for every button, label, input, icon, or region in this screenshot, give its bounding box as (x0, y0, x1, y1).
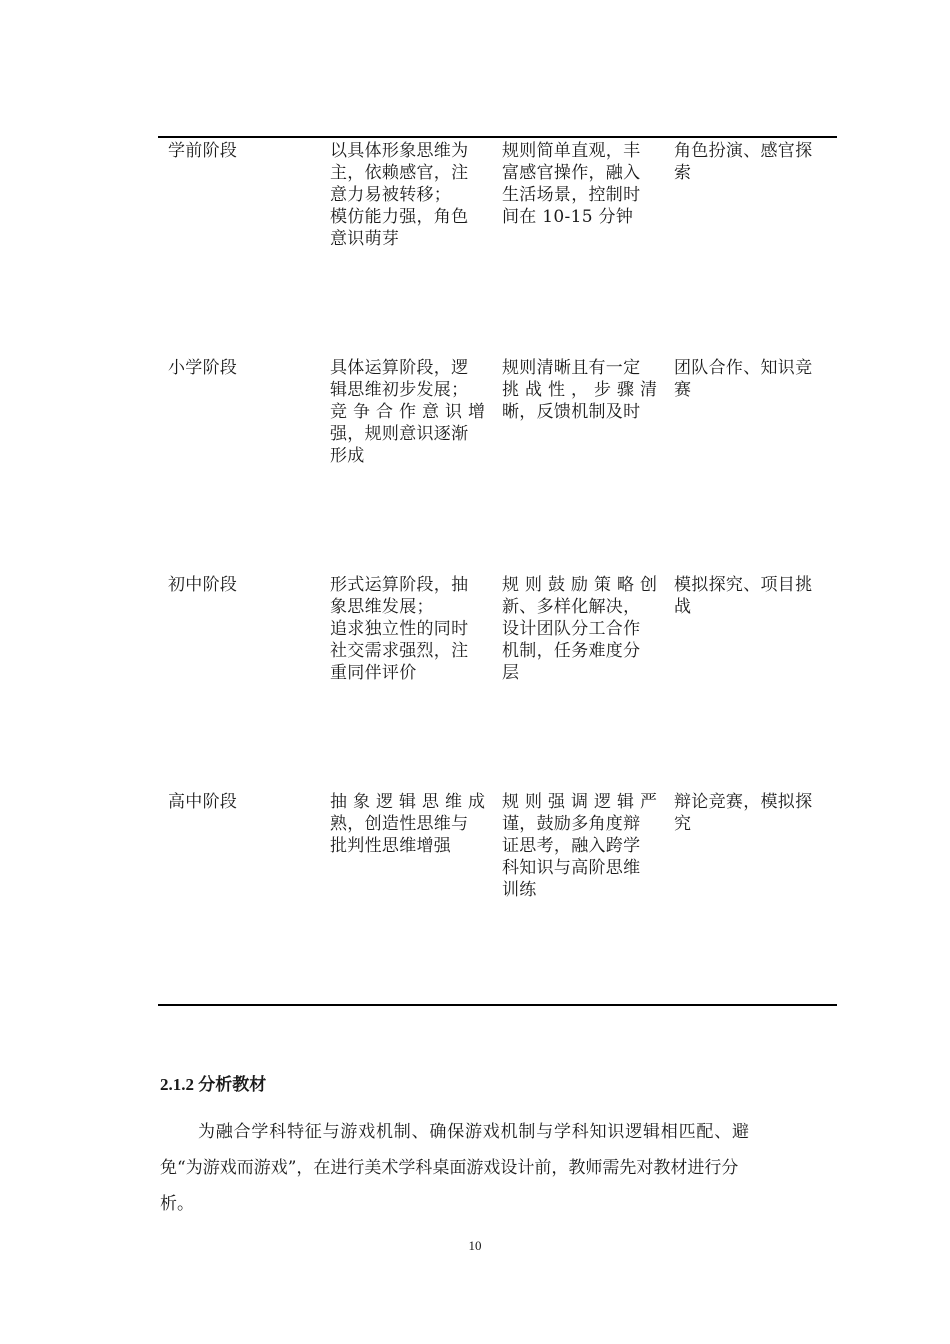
paragraph-line: 免“为游戏而游戏”，在进行美术学科桌面游戏设计前，教师需先对教材进行分 (160, 1158, 739, 1178)
cell-line: 社交需求强烈，注 (330, 641, 469, 661)
cell-line: 赛 (674, 380, 692, 400)
cell-line: 富感官操作，融入 (502, 163, 641, 183)
cell-line: 意识萌芽 (330, 229, 400, 249)
cell-line: 机制，任务难度分 (502, 641, 641, 661)
cell-line: 抽 象 逻 辑 思 维 成 (330, 792, 486, 812)
cell-line: 索 (674, 163, 692, 183)
cell-line: 辑思维初步发展； (330, 380, 469, 400)
types-cell (674, 574, 812, 618)
cell-line: 生活场景，控制时 (502, 185, 641, 205)
cell-line: 批判性思维增强 (330, 836, 452, 856)
cell-line: 模仿能力强，角色 (330, 207, 469, 227)
cell-line: 训练 (502, 880, 537, 900)
stage-cell (168, 357, 237, 379)
types-cell (674, 140, 812, 184)
cell-line: 小学阶段 (168, 358, 238, 378)
cell-line: 设计团队分工合作 (502, 619, 641, 639)
paragraph-line: 析。 (160, 1194, 194, 1214)
cell-line: 辩论竞赛，模拟探 (674, 792, 813, 812)
table-top-rule (158, 136, 837, 138)
cell-line: 规则简单直观，丰 (502, 141, 641, 161)
cell-line: 熟，创造性思维与 (330, 814, 469, 834)
types-cell (674, 357, 812, 401)
cell-line: 战 (674, 597, 692, 617)
stage-cell (168, 791, 237, 813)
cell-line: 团队合作、知识竞 (674, 358, 813, 378)
design-cell (502, 140, 640, 228)
cell-line: 挑 战 性 ， 步 骤 清 (502, 380, 658, 400)
table-bottom-rule (158, 1004, 837, 1006)
stage-cell (168, 140, 237, 162)
cell-line: 规 则 鼓 励 策 略 创 (502, 575, 658, 595)
section-heading: 2.1.2 分析教材 (160, 1075, 267, 1094)
cell-line: 初中阶段 (168, 575, 238, 595)
cell-line: 追求独立性的同时 (330, 619, 469, 639)
cell-line: 强，规则意识逐渐 (330, 424, 469, 444)
types-cell (674, 791, 812, 835)
cell-line: 新、多样化解决， (502, 597, 641, 617)
traits-cell (330, 574, 468, 684)
cell-line: 主，依赖感官，注 (330, 163, 469, 183)
design-cell (502, 574, 657, 684)
cell-line: 晰，反馈机制及时 (502, 402, 641, 422)
cell-line: 规则清晰且有一定 (502, 358, 641, 378)
design-cell (502, 357, 657, 423)
cell-line: 谨，鼓励多角度辩 (502, 814, 641, 834)
stage-cell (168, 574, 237, 596)
cell-line: 究 (674, 814, 692, 834)
cell-line: 学前阶段 (168, 141, 238, 161)
cell-line: 竞 争 合 作 意 识 增 (330, 402, 486, 422)
section-paragraph (160, 1114, 840, 1222)
cell-line: 模拟探究、项目挑 (674, 575, 813, 595)
cell-line: 高中阶段 (168, 792, 238, 812)
page-number: 10 (468, 1238, 482, 1253)
cell-line: 证思考，融入跨学 (502, 836, 641, 856)
cell-line: 层 (502, 663, 520, 683)
cell-line: 具体运算阶段，逻 (330, 358, 469, 378)
design-cell (502, 791, 657, 901)
cell-line: 形成 (330, 446, 365, 466)
traits-cell (330, 140, 468, 250)
paragraph-line: 为融合学科特征与游戏机制、确保游戏机制与学科知识逻辑相匹配、避 (198, 1122, 750, 1142)
cell-line: 间在 10-15 分钟 (502, 207, 634, 227)
traits-cell (330, 791, 485, 857)
cell-line: 形式运算阶段，抽 (330, 575, 469, 595)
cell-line: 科知识与高阶思维 (502, 858, 641, 878)
cell-line: 角色扮演、感官探 (674, 141, 813, 161)
cell-line: 规 则 强 调 逻 辑 严 (502, 792, 658, 812)
cell-line: 象思维发展； (330, 597, 434, 617)
cell-line: 重同伴评价 (330, 663, 417, 683)
cell-line: 意力易被转移； (330, 185, 452, 205)
cell-line: 以具体形象思维为 (330, 141, 469, 161)
traits-cell (330, 357, 485, 467)
